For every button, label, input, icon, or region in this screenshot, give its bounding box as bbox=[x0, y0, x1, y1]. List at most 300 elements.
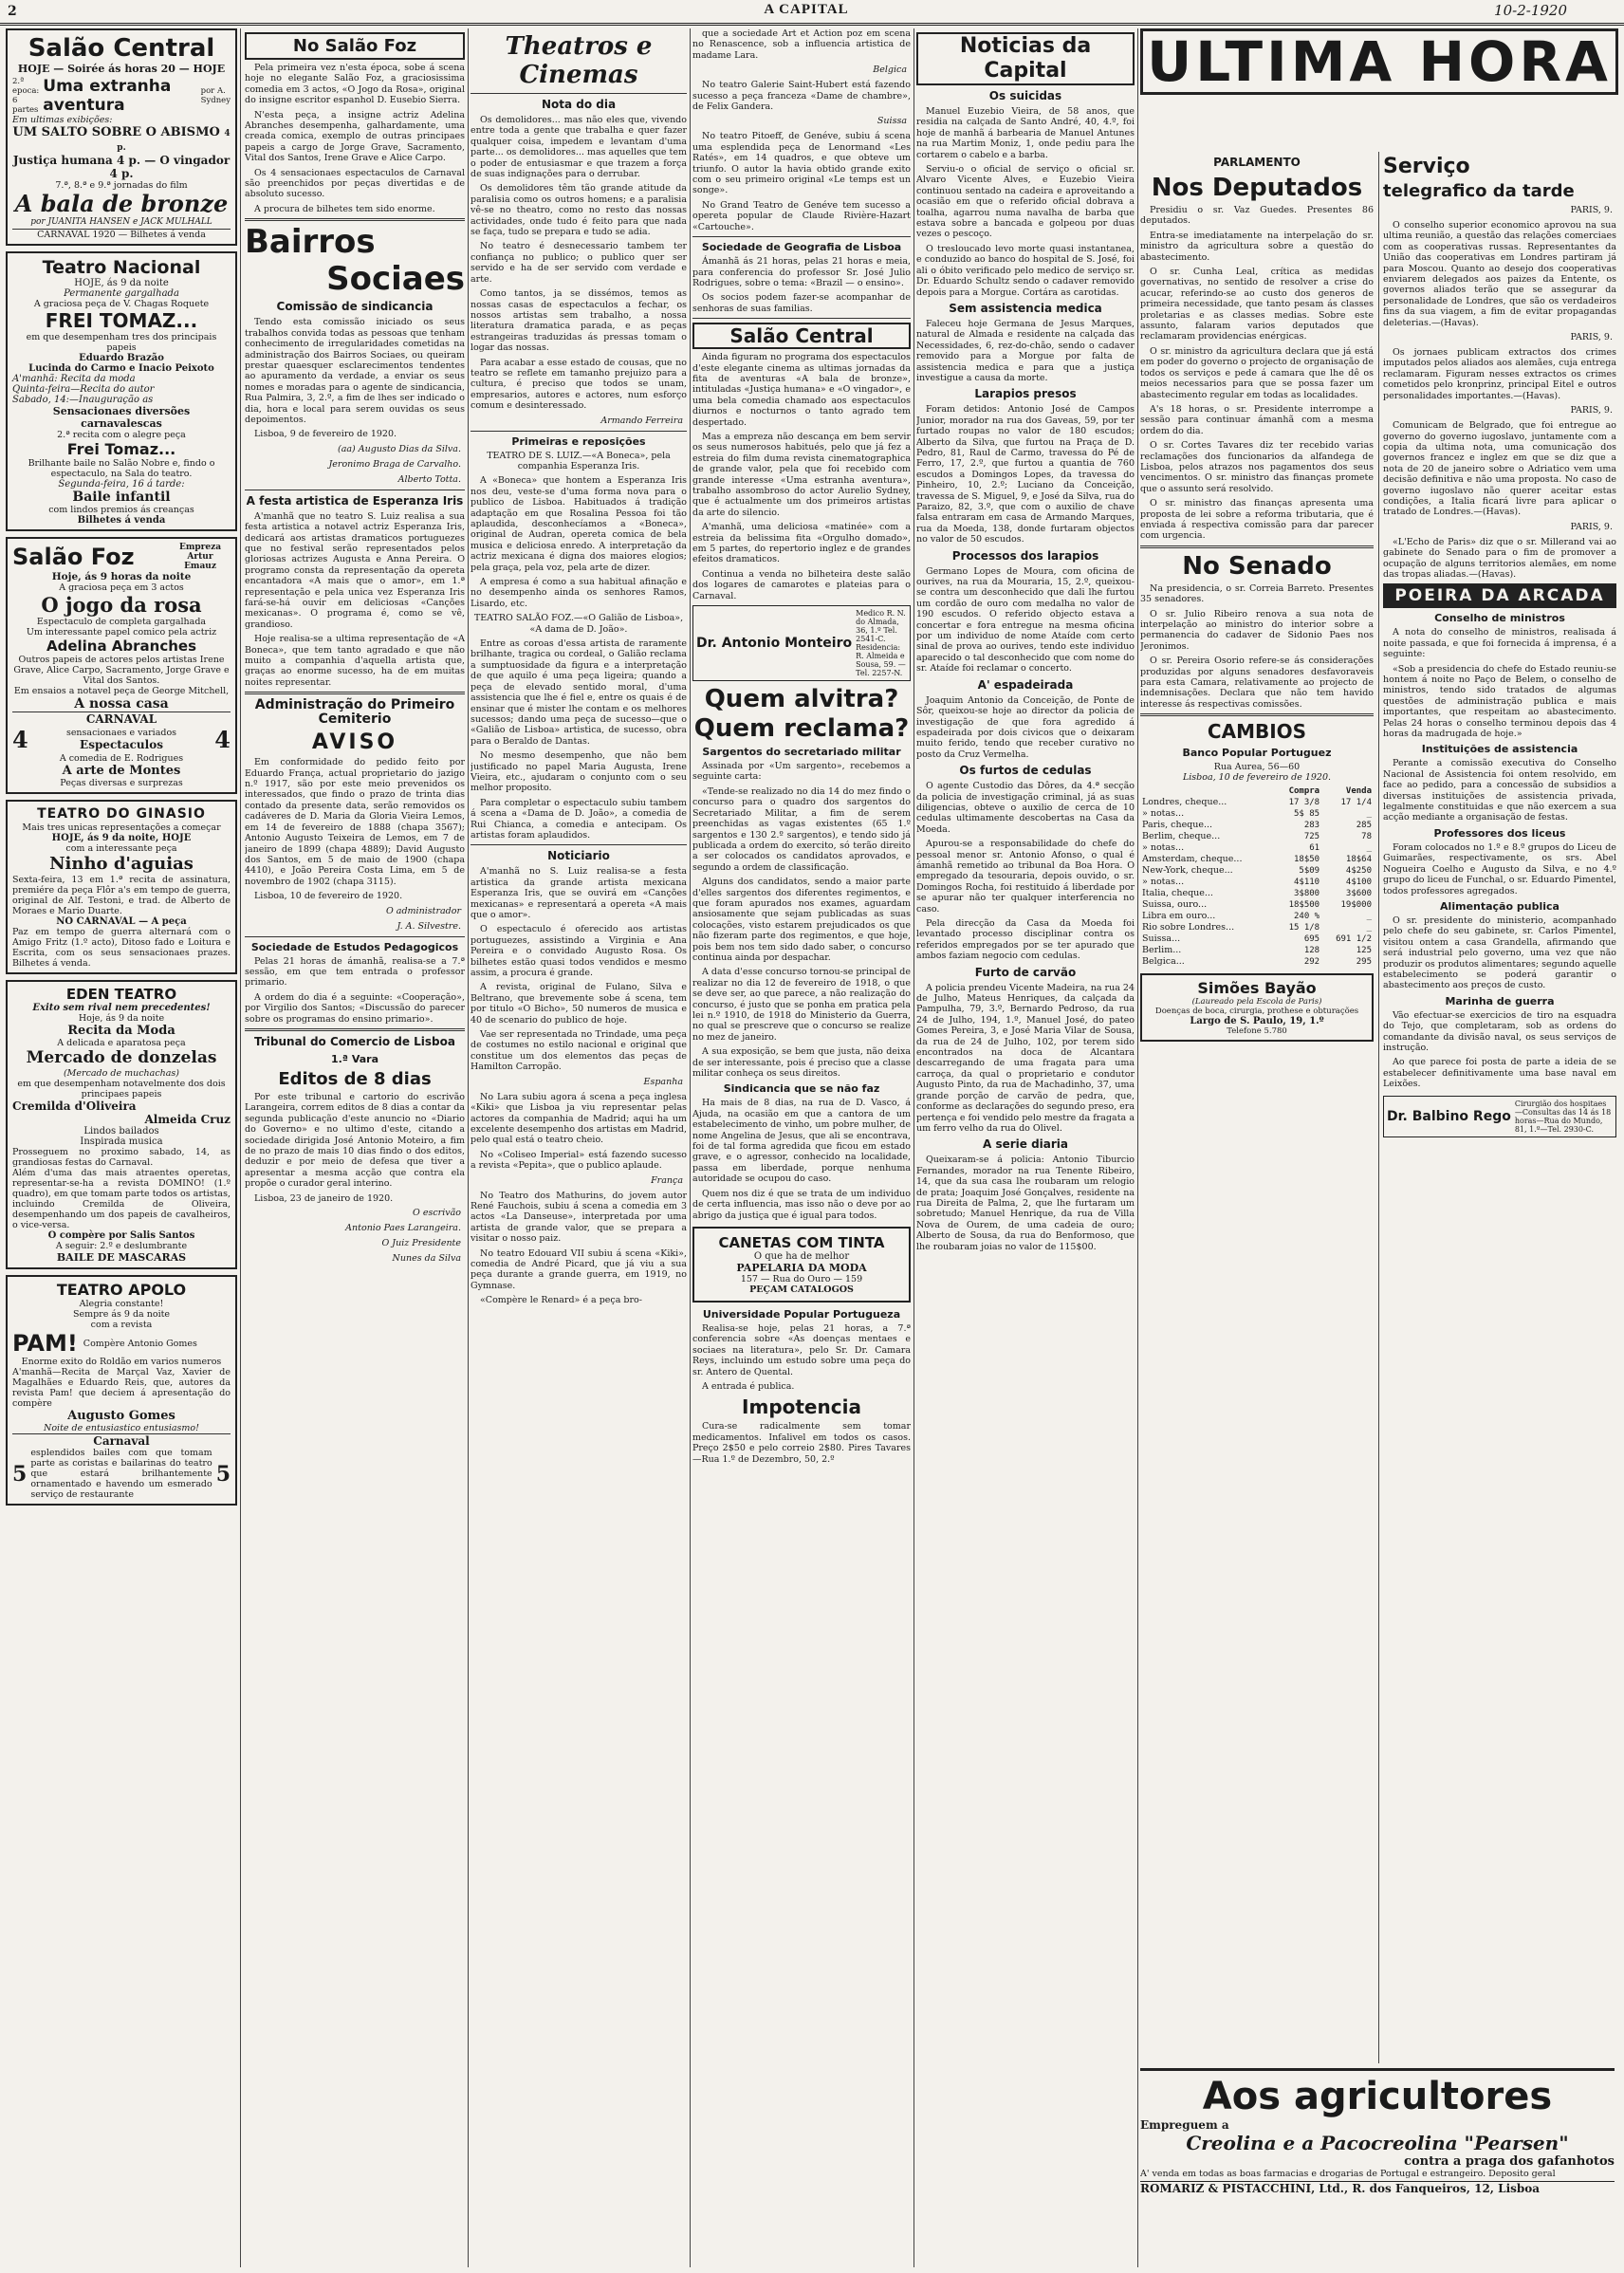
table-row bbox=[1140, 877, 1374, 888]
ad-line: CARNAVAL 1920 — Bilhetes á venda bbox=[12, 229, 231, 240]
exchange-place: » notas... bbox=[1142, 877, 1185, 888]
newspaper-title: A CAPITAL bbox=[764, 2, 849, 17]
article-paragraph: Apurou-se a responsabilidade do chefe do pessoal menor sr. Antonio Afonso, o qual é ámanhã remetido ao tribunal da Boa Hora. O empregado da tesouraria, depois ouvido, o sr. Domingos Rocha, foi restituido á liberdade por se apurar não ter qualquer interferencia no caso. bbox=[916, 839, 1135, 915]
article-paragraph: O espectaculo é oferecido aos artistas portuguezes, assistindo a Virginia e Ana Pereira e o convidado Augusto Rosa. Os bilhetes estão quasi todos vendidos e mesmo assim, a procura é grande. bbox=[471, 924, 687, 979]
article-paragraph: No teatro é desnecessario tambem ter confiança no publico; o publico quer ser servido e ha de ser servido com verdade e arte. bbox=[471, 241, 687, 285]
ad-line: 4 p. bbox=[117, 129, 231, 153]
ad-play-title: O jogo da rosa bbox=[41, 593, 202, 617]
article-heading: Sociedade de Estudos Pedagogicos bbox=[250, 940, 459, 953]
article-paragraph: O sr. Cunha Leal, crítica as medidas governativas, no sentido de resolver a crise do acucar, referindo-se ao custo dos generos de primeira necessidade, que tanto pesam ás classes proletarias e as classes medias. Sobre este assunto, falaram varios deputados que reclamaram providencias enérgicas. bbox=[1140, 267, 1374, 342]
table-row bbox=[1140, 797, 1374, 808]
article-paragraph: Vae ser representada no Trindade, uma peça de costumes no estilo nacional e original que constitue um dos elementos das peças de Hamilton Carropão. bbox=[471, 1029, 687, 1073]
column-2 bbox=[245, 28, 465, 2267]
article-paragraph: Ao que parece foi posta de parte a ideia de se estabelecer definitivamente uma base naval em Leixões. bbox=[1383, 1057, 1616, 1090]
article-paragraph: Mas a empreza não descança em bem servir os seus numerosos habitués, pelo que já fez a estreia do film duma revista cinematographica de grande valor, pela que foi recebido com grande interesse «Uma estranha aventura», trabalho assombroso do actor Aurelio Sydney, que é actualmente um dos primeiros artistas da arte do silencio. bbox=[692, 431, 911, 518]
signature: Jeronimo Braga de Carvalho. bbox=[328, 458, 461, 470]
article-paragraph: «Tende-se realizado no dia 14 do mez findo o concurso para o quadro dos sargentos do Secretariado Militar, a fim de serem preenchidas as vagas existentes (65 1.º sargentos e 130 2.º sargentos), e tendo sido já publicada a ordem do exercito, só terão direito a ser colocados os candidatos aprovados, e segundo a ordem de classificação. bbox=[692, 785, 911, 873]
ad-play-title: FREI TOMAZ... bbox=[45, 309, 198, 332]
ad-doctor bbox=[692, 605, 911, 681]
ad-play-title: Mercado de donzelas bbox=[26, 1048, 217, 1067]
article-paragraph: Como tantos, ja se dissémos, temos as nossas casas de espectaculos a fechar, os nossos artistas sem trabalho, a nossa literatura dramatica parada, e as peças estrangeiras traduzidas ás pressas tomam o logar das nossas. bbox=[471, 288, 687, 354]
dateline: PARIS, 9. bbox=[1570, 405, 1613, 416]
ad-line: Empreguem a bbox=[1140, 2118, 1229, 2132]
ad-film-title: A bala de bronze bbox=[14, 190, 229, 217]
ad-line: A arte de Montes bbox=[62, 764, 181, 778]
ad-line: esplendidos bailes com que tomam parte as coristas e bailarinas do teatro que estará brilhantemente ornamentado e havendo um esmerado serviço de restaurante bbox=[30, 1448, 212, 1500]
buy-rate: 283 bbox=[1303, 821, 1320, 831]
table-row bbox=[1140, 956, 1374, 968]
ad-line: com lindos premios ás creanças bbox=[48, 505, 194, 515]
article-paragraph: Continua a venda no bilheteira deste salão dos logares de camarotes e plateias para o Carnaval. bbox=[692, 568, 911, 601]
divider bbox=[245, 692, 465, 694]
signature: Antonio Paes Larangeira. bbox=[345, 1223, 461, 1234]
country-label: Espanha bbox=[643, 1076, 683, 1087]
ad-eden-teatro bbox=[6, 980, 237, 1269]
page-number: 2 bbox=[8, 4, 17, 19]
article-subheading: TEATRO DE S. LUIZ.—«A Boneca», pela companhia Esperanza Iris. bbox=[487, 450, 671, 471]
article-heading: Quem reclama? bbox=[693, 714, 910, 744]
ad-line: Hoje, ás 9 horas da noite bbox=[51, 571, 192, 582]
ad-canetas bbox=[692, 1227, 911, 1303]
article-paragraph: No teatro Pitoeff, de Genéve, subiu á scena uma esplendida peça de Lenormand «Les Ratés», em 14 quadros, e que obteve um triunfo. O autor la havia obtido grande exito com o seu primeiro original «Le temps est un songe». bbox=[692, 131, 911, 196]
signature: O administrador bbox=[386, 905, 461, 916]
bank-date: Lisboa, 10 de fevereiro de 1920. bbox=[1182, 772, 1332, 784]
section-heading: POEIRA DA ARCADA bbox=[1383, 583, 1616, 608]
ad-play-title: PAM! bbox=[12, 1330, 78, 1357]
ad-simoes-bayao bbox=[1140, 973, 1374, 1042]
article-heading: Salão Central bbox=[692, 323, 911, 349]
ad-line: Sempre ás 9 da noite bbox=[72, 1309, 171, 1320]
ad-line: NO CARNAVAL — A peça bbox=[56, 916, 187, 927]
article-paragraph: O sr. ministro das finanças apresenta uma proposta de lei sobre a reforma tributaria, que é enviada á respectiva comissão para dar parecer com urgencia. bbox=[1140, 498, 1374, 542]
ad-line: A delicada e aparatosa peça bbox=[57, 1038, 186, 1048]
table-row bbox=[1140, 808, 1374, 820]
buy-rate: 17 3/8 bbox=[1288, 798, 1320, 808]
ad-line: Além d'uma das mais atraentes operetas, representar-se-ha a revista DOMINO! (1.º quadro), em que tomam parte todos os artistas, incluindo Cremilda de Oliveira, desempenhando um dos papeis de cavalheiros, o vice-versa. bbox=[12, 1168, 231, 1230]
divider bbox=[471, 93, 687, 94]
article-paragraph: A's 18 horas, o sr. Presidente interrompe a sessão para continuar ámanhã com a mesma ordem do dia. bbox=[1140, 403, 1374, 436]
ad-actor: Cremilda d'Oliveira bbox=[12, 1100, 137, 1113]
sell-rate: 691 1/2 bbox=[1336, 934, 1372, 945]
article-heading: Conselho de ministros bbox=[1434, 612, 1565, 625]
ad-line: com a revista bbox=[90, 1320, 153, 1330]
ad-line: Segunda-feira, 16 á tarde: bbox=[58, 479, 185, 490]
ad-line: Paz em tempo de guerra alternará com o Amigo Fritz (1.º acto), Ditoso fado e Loitura e Escrita, com os seus sensacionaes prazes. Bilhetes á venda. bbox=[12, 927, 231, 969]
ad-number: 5 bbox=[12, 1461, 28, 1487]
article-paragraph: Hoje realisa-se a ultima representação de «A Boneca», que tem tanto agradado e que não muito a companhia d'aquella artista que, graças ao enorme sucesso, ha de em muitas noites representar. bbox=[245, 634, 465, 688]
table-header: Compra bbox=[1288, 786, 1320, 797]
article-paragraph: O sr. Cortes Tavares diz ter recebido varias reclamações dos funcionarios da alfandega de Lisboa, pelos atrazos nos pagamentos dos seus vencimentos. O sr. ministro das finanças promete que o assunto será resolvido. bbox=[1140, 440, 1374, 494]
article-subheading: Comissão de sindicancia bbox=[276, 300, 434, 314]
article-paragraph: N'esta peça, a insigne actriz Adelina Abranches desempenha, galhardamente, uma creada comica, exemplo de outras principaes papeis a cargo de Jorge Grave, Sacramento, Vital dos Santos, Irene Grave e Alice Carpo. bbox=[245, 109, 465, 164]
ad-line: Inspirada musica bbox=[80, 1136, 163, 1147]
ad-line: A graciosa peça de V. Chagas Roquete bbox=[33, 299, 210, 309]
divider bbox=[245, 936, 465, 937]
article-paragraph: No mesmo desempenho, que não bem justificado no papel Maria Augusta, Irene Vieira, etc., ajudaram o conjunto com o seu melhor proposito. bbox=[471, 750, 687, 794]
article-paragraph: No Grand Teatro de Genéve tem sucesso a opereta popular de Claude Rivière-Hazart «Cartouche». bbox=[692, 199, 911, 232]
article-subheading: TEATRO SALÃO FOZ.—«O Galião de Lisboa», «A dama de D. João». bbox=[473, 613, 684, 635]
exchange-place: Libra em ouro... bbox=[1142, 911, 1216, 922]
column-theatre-ads bbox=[6, 28, 237, 2267]
ad-line: Espectaculo de completa gargalhada bbox=[36, 617, 207, 627]
signature: Nunes da Silva bbox=[392, 1253, 461, 1265]
ad-line: 157 — Rua do Ouro — 159 bbox=[740, 1273, 863, 1284]
signature: O Juiz Presidente bbox=[381, 1238, 461, 1249]
ad-title: Salão Central bbox=[28, 34, 215, 63]
sell-rate: _ bbox=[1366, 809, 1372, 820]
exchange-place: New-York, cheque... bbox=[1142, 865, 1233, 877]
sell-rate: 18$64 bbox=[1345, 855, 1372, 865]
article-paragraph: O sr. presidente do ministerio, acompanhado pelo chefe do seu gabinete, sr. Carlos Pimentel, visitou ontem a casa Grandella, afirmando que será industrial pelo governo, uma vez que não produzir os produtos alimentares; segundo aquelle estabelecimento se poderá garantir o abastecimento aos preços de custo. bbox=[1383, 915, 1616, 991]
ad-teatro-ginasio bbox=[6, 800, 237, 974]
ad-title: Aos agricultores bbox=[1202, 2075, 1553, 2118]
article-paragraph: Faleceu hoje Germana de Jesus Marques, natural de Almada e residente na calçada das Necessidades, 6, rez-do-chão, sendo o cadaver removido para a Morgue por falta de assistencia medica e para que a justiça investigue a causa da morte. bbox=[916, 318, 1135, 383]
article-paragraph: Quem nos diz é que se trata de um individuo de certa influencia, mas isso não o deve por ao abrigo da justiça que é igual para todos. bbox=[692, 1188, 911, 1221]
ad-line: Telefone 5.780 bbox=[1227, 1026, 1287, 1037]
article-paragraph: Comunicam de Belgrado, que foi entregue ao governo do governo iugoslavo, juntamente com a copia da ultima nota, uma comunicação dos governos francez e inglez em que se diz que a nota de 20 de janeiro sobre o Adriatico vem uma decisão definitiva e não uma proposta. No caso de governo iugoslavo não querer aceitar estas condições, a Italia ficará livre para aplicar o tratado de Londres.—(Havas). bbox=[1383, 420, 1616, 518]
buy-rate: 725 bbox=[1303, 832, 1320, 842]
article-paragraph: A'manhã no S. Luiz realisa-se a festa artistica da grande artista mexicana Esperanza Iris, que se ouvirá em «Canções mexicanas» e representará a opereta «A mais que o amor». bbox=[471, 866, 687, 920]
country-label: Belgica bbox=[873, 65, 907, 76]
table-row bbox=[1140, 899, 1374, 911]
section-heading: Noticias da Capital bbox=[916, 32, 1135, 85]
article-paragraph: Os demolidores... mas não eles que, vivendo entre toda a gente que trabalha e quer fazer qualquer coisa, impedem e levantam d'uma parte... os demolidores... mas aquelles que tem o poder de entusiasmar e que trazem a força de suas indignações para o derrubar. bbox=[471, 115, 687, 180]
ad-title: Simões Bayão bbox=[1197, 979, 1317, 998]
ad-line: em que desempenham tres dos principais papeis bbox=[26, 332, 217, 353]
ad-salao-foz bbox=[6, 537, 237, 794]
sell-rate: _ bbox=[1366, 923, 1372, 933]
article-heading: Tribunal do Comercio de Lisboa bbox=[254, 1034, 455, 1048]
ad-title: CANETAS COM TINTA bbox=[718, 1233, 885, 1251]
ad-salao-central bbox=[6, 28, 237, 246]
table-row bbox=[1140, 922, 1374, 933]
divider bbox=[471, 844, 687, 845]
article-paragraph: Para completar o espectaculo subiu tambem á scena a «Dama de D. João», a comedia de Rui Chianca, a comedia e antecipam. Os artistas foram aplaudidos. bbox=[471, 797, 687, 841]
article-heading: Serviço bbox=[1383, 155, 1470, 178]
sell-rate: _ bbox=[1366, 843, 1372, 854]
article-paragraph: A empresa é como a sua habitual afinação e no desempenho ainda os senhores Ramos, Lisardo, etc. bbox=[471, 577, 687, 609]
article-paragraph: que a sociedade Art et Action poz em scena no Renascence, sob a influencia artistica de madame Lara. bbox=[692, 28, 911, 61]
article-heading: A serie diaria bbox=[982, 1137, 1069, 1152]
ad-line: Prosseguem no proximo sabado, 14, as grandiosas festas do Carnaval. bbox=[12, 1147, 231, 1168]
ad-play-title: Ninho d'aguias bbox=[49, 854, 194, 874]
article-paragraph: No Teatro dos Mathurins, do jovem autor René Fauchois, subiu á scena a comedia em 3 actos «La Danseuse», interpretada por uma artista de grande valor, que se prepara a visitar o nosso paiz. bbox=[471, 1190, 687, 1245]
sell-rate: 3$600 bbox=[1345, 889, 1372, 899]
exchange-place: Suissa... bbox=[1142, 933, 1181, 945]
buy-rate: 3$800 bbox=[1294, 889, 1320, 899]
table-row bbox=[1140, 888, 1374, 899]
article-heading: Marinha de guerra bbox=[1445, 994, 1555, 1007]
article-heading: CAMBIOS bbox=[1207, 720, 1307, 744]
sell-rate: 19$000 bbox=[1340, 900, 1372, 911]
article-paragraph: No teatro Galerie Saint-Hubert está fazendo sucesso a peça franceza «Dame de chambre», de Felix Gandera. bbox=[692, 80, 911, 113]
article-heading: Editos de 8 dias bbox=[278, 1068, 432, 1089]
ad-line: HOJE, ás 9 da noite, HOJE bbox=[51, 833, 192, 843]
sell-rate: 4$250 bbox=[1345, 866, 1372, 877]
article-paragraph: No «Coliseo Imperial» está fazendo sucesso a revista «Pepita», que o publico aplaude. bbox=[471, 1149, 687, 1172]
article-heading: Quem alvitra? bbox=[704, 685, 899, 714]
ad-line: Quinta-feira—Recita do autor bbox=[12, 384, 155, 395]
ad-line: Brilhante baile no Salão Nobre e, findo o espectaculo, na Sala do teatro. bbox=[28, 458, 215, 479]
ad-line: CARNAVAL bbox=[12, 711, 231, 726]
article-paragraph: Alguns dos candidatos, sendo a maior parte d'elles sargentos dos diferentes regimentos, e que foram apurados nos exames, aguardam ansiosamente que sejam publicadas as suas colocações, visto estarem prejudicados os que não fizeram parte dos regimentos, e que hoje, pois bem nos tem sido dado saber, o concurso continua ainda por despachar. bbox=[692, 877, 911, 963]
article-subheading: 1.ª Vara bbox=[330, 1052, 379, 1065]
ad-line: UM SALTO SOBRE O ABISMO bbox=[12, 125, 220, 139]
ad-actor: Augusto Gomes bbox=[67, 1409, 175, 1423]
ad-line: Eduardo Brazão bbox=[79, 353, 164, 363]
article-paragraph: A nota do conselho de ministros, realisada á noite passada, e que foi fornecida á imprensa, é a seguinte: bbox=[1383, 627, 1616, 660]
ad-line: 2.ª epoca: 6 partes bbox=[12, 77, 40, 115]
table-row bbox=[1140, 945, 1374, 956]
column-6 bbox=[1140, 28, 1618, 2063]
article-heading: Sociaes bbox=[326, 260, 465, 299]
article-paragraph: A'manhã, uma deliciosa «matinée» com a estreia da belissima fita «Orgulho domado», em 5 partes, do repertorio inglez e de grandes efeitos dramaticos. bbox=[692, 522, 911, 565]
exchange-place: Italia, cheque... bbox=[1142, 888, 1213, 899]
article-heading: Universidade Popular Portugueza bbox=[702, 1307, 901, 1321]
divider bbox=[1140, 713, 1374, 716]
ad-line: Permanente gargalhada bbox=[64, 288, 179, 299]
ad-line: com a interessante peça bbox=[65, 843, 177, 854]
ad-line: Sexta-feira, 13 em 1.ª recita de assinatura, premiére da peça Flôr a's em tempo de guerra, original de Alf. Testoni, e trad. de Alberto de Moraes e Mario Duarte. bbox=[12, 875, 231, 916]
article-paragraph: O sr. Julio Ribeiro renova a sua nota de interpelação ao ministro do interior sobre a permanencia do cadaver de Sidonio Paes nos Jeronimos. bbox=[1140, 608, 1374, 652]
dateline: PARIS, 9. bbox=[1570, 521, 1613, 532]
article-heading: Bairros bbox=[245, 223, 376, 262]
article-paragraph: Os demolidores têm tão grande atitude da paralisia como os outros homens; e a paralisia vê-se no theatro, como no resto das nossas actividades, onde tudo é feito para que nada se faça, tudo se prepara e tudo se adia. bbox=[471, 183, 687, 238]
column-rule bbox=[468, 28, 469, 2267]
exchange-place: Amsterdam, cheque... bbox=[1142, 854, 1243, 865]
article-paragraph: Lisboa, 9 de fevereiro de 1920. bbox=[254, 429, 397, 440]
doctor-name: Dr. Balbino Rego bbox=[1387, 1108, 1511, 1124]
sell-rate: 285 bbox=[1356, 821, 1372, 831]
article-paragraph: No teatro Edouard VII subiu á scena «Kiki», comedia de André Picard, que já viu a sua peça durante a grande guerra, em 1919, no Gymnase. bbox=[471, 1247, 687, 1291]
section-heading: Theatros e Cinemas bbox=[505, 32, 653, 89]
article-paragraph: No Lara subiu agora á scena a peça inglesa «Kiki» que Lisboa ja viu representar pelas actores da companhia de Madrid; aqui ha um excelente desempenho dos artistas em Madrid, pelo qual está o teatro cheio. bbox=[471, 1091, 687, 1146]
article-paragraph: Ainda figuram no programa dos espectaculos d'este elegante cinema as ultimas jornadas da fita de aventuras «A bala de bronze», intituladas «Justiça humana» e «O vingador», e uma bela comedia chamado aos espectaculos diurnos e nocturnos o tanto agrado tem despertado. bbox=[692, 352, 911, 428]
ad-line: A seguir: 2.º e deslumbrante bbox=[55, 1241, 188, 1251]
doctor-name: Dr. Antonio Monteiro bbox=[696, 636, 853, 652]
article-paragraph: A policia prendeu Vicente Madeira, na rua 24 de Julho, Mateus Henriques, da calçada da Pampulha, 79, 3.º, Bernardo Pedroso, da rua 24 de Julho, 194, 1.º, Manuel José, do pateo Gomes Pereira, 3, e José Maria Vilar de Sousa, da rua de 24 de Julho, 102, por terem sido encontrados na doca de Alcantara descarregando de uma fragata para uma carroça, da qual o proprietario e condutor Augusto Pinto, da rua de Machadinho, 37, uma grande porção de carvão de pedra, que, conforme as declarações do segundo preso, era pertença e foi vendido pelo mestre da fragata a um ferro velho da rua do Olivel. bbox=[916, 982, 1135, 1134]
ad-line: Mais tres unicas representações a começar bbox=[22, 822, 221, 833]
divider bbox=[692, 236, 911, 237]
article-heading: Noticiario bbox=[547, 849, 610, 863]
exchange-place: Paris, cheque... bbox=[1142, 820, 1213, 831]
buy-rate: 240 % bbox=[1294, 912, 1320, 922]
article-heading: No Salão Foz bbox=[245, 32, 465, 60]
ad-line: PAPELARIA DA MODA bbox=[736, 1261, 867, 1274]
doctor-details: Cirurgião dos hospitaes—Consultas das 14 ás 18 horas—Rua do Mundo, 81, 1.º—Tel. 2930-C. bbox=[1514, 1099, 1612, 1134]
article-heading: telegrafico da tarde bbox=[1383, 181, 1575, 201]
article-paragraph: Lisboa, 23 de janeiro de 1920. bbox=[254, 1192, 394, 1204]
ad-line: Lucinda do Carmo e Inacio Peixoto bbox=[28, 363, 214, 374]
ad-number: 5 bbox=[215, 1461, 231, 1487]
ad-line: Doenças de boca, cirurgia, prothese e obturações bbox=[1154, 1007, 1359, 1017]
buy-rate: 18$50 bbox=[1294, 855, 1320, 865]
ad-line: Peças diversas e surprezas bbox=[60, 778, 183, 788]
article-paragraph: Os 4 sensacionaes espectaculos de Carnaval são preenchidos por peças divertidas e de absoluto sucesso. bbox=[245, 167, 465, 200]
article-heading: Primeiras e reposições bbox=[511, 434, 646, 448]
ad-line: Um interessante papel comico pela actriz bbox=[26, 627, 217, 638]
divider bbox=[692, 318, 911, 319]
parliament-column bbox=[1140, 152, 1374, 2049]
table-row bbox=[1140, 933, 1374, 945]
ad-title: TEATRO APOLO bbox=[56, 1281, 187, 1299]
article-heading: Larapios presos bbox=[974, 387, 1077, 401]
exchange-place: Suissa, ouro... bbox=[1142, 899, 1208, 911]
ad-line: (Laureado pela Escola de Paris) bbox=[1191, 997, 1322, 1007]
ad-title: Salão Foz bbox=[12, 544, 135, 570]
sell-rate: 4$100 bbox=[1345, 878, 1372, 888]
article-subheading: Sindicancia que se não faz bbox=[723, 1082, 880, 1096]
article-paragraph: Para acabar a esse estado de cousas, que no teatro se reflete em tamanho prejuizo para a cultura, é preciso que todos se unam, empresarios, autores e actores, num esforço comum e desinteressado. bbox=[471, 357, 687, 412]
ad-line: Carnaval bbox=[12, 1433, 231, 1448]
ad-line: Espectaculos bbox=[80, 738, 163, 751]
exchange-place: » notas... bbox=[1142, 842, 1185, 854]
ad-line: Largo de S. Paulo, 19, 1.º bbox=[1190, 1016, 1324, 1027]
ad-line: Recita da Moda bbox=[67, 1024, 175, 1038]
article-paragraph: A entrada é publica. bbox=[702, 1380, 795, 1392]
article-paragraph: Cura-se radicalmente sem tomar medicamentos. Infalivel em todos os casos. Preço 2$50 e pelo correio 2$80. Pires Tavares—Rua 1.º de Dezembro, 50, 2.º bbox=[692, 1421, 911, 1465]
article-paragraph: Assinada por «Um sargento», recebemos a seguinte carta: bbox=[692, 761, 911, 783]
ad-line: 7.ª, 8.ª e 9.ª jornadas do film bbox=[55, 180, 188, 191]
ad-line: A'manhã—Recita de Marçal Vaz, Xavier de Magalhães e Eduardo Reis, que, autores da revista Pam! que deciem á apresentação do compère bbox=[12, 1367, 231, 1409]
article-paragraph: Foram colocados no 1.º e 8.º grupos do Liceu de Guimarães, respectivamente, os srs. Abel Nogueira Coelho e Augusto da Silva, e no 4.º grupo do liceu de Funchal, o sr. Eduardo Pimentel, todos professores agregados. bbox=[1383, 841, 1616, 896]
article-paragraph: Ha mais de 8 dias, na rua de D. Vasco, á Ajuda, na ocasião em que a cantora de um estabelecimento de vinho, um pobre mulher, de nome Angelina de Jesus, que ali se encontrava, foi de tal forma agredida que ficou em estado grave, e o agressor, conhecido na localidade, passa em liberdade, porque nenhuma autoridade se ocupou do caso. bbox=[692, 1098, 911, 1185]
ad-line: O compère por Salis Santos bbox=[47, 1230, 195, 1241]
masthead bbox=[0, 0, 1624, 26]
exchange-place: » notas... bbox=[1142, 808, 1185, 820]
ad-line: A graciosa peça em 3 actos bbox=[59, 582, 184, 593]
article-heading: Os furtos de cedulas bbox=[959, 764, 1092, 778]
article-heading: Nota do dia bbox=[541, 98, 617, 111]
article-paragraph: «Compère le Renard» é a peça bro- bbox=[480, 1295, 642, 1306]
column-rule bbox=[1137, 28, 1138, 2267]
article-paragraph: O sr. Pereira Osorio refere-se ás considerações produzidas por alguns senadores desfavoraveis para esta Camara, relativamente ao projecto de indemnisações. Declara que não tem havido interesse ás respectivas comissões. bbox=[1140, 656, 1374, 710]
table-header bbox=[1140, 785, 1276, 797]
article-heading: Nos Deputados bbox=[1151, 174, 1363, 202]
article-heading: Furto de carvão bbox=[974, 965, 1077, 979]
ad-line: A'manhã: Recita da moda bbox=[12, 374, 136, 384]
ad-line: contra a praga dos gafanhotos bbox=[1404, 2154, 1615, 2169]
article-heading: Professores dos liceus bbox=[1433, 826, 1566, 840]
article-paragraph: A «Boneca» que hontem a Esperanza Iris nos deu, veste-se d'uma forma nova para o publico de Lisboa. Habituados á tradição adaptação em que Rosalina Pessoa foi tão aplaudida, desconhecíamos a «Boneca», original de Audran, opereta comica de bela musica e deliciosa enredo. A interpretação da actriz mexicana é digna dos maiores elogios; pela graça, pela voz, pela arte de dizer. bbox=[471, 475, 687, 573]
ad-line: BAILE DE MASCARAS bbox=[56, 1251, 187, 1264]
ad-number: 4 bbox=[214, 726, 231, 753]
article-paragraph: Entra-se imediatamente na interpelação do sr. ministro da agricultura sobre a questão do abastecimento. bbox=[1140, 230, 1374, 263]
ad-line: Noite de entusiastico entusiasmo! bbox=[44, 1423, 199, 1433]
exchange-table bbox=[1140, 785, 1374, 968]
table-row bbox=[1140, 854, 1374, 865]
ad-line: A' venda em todas as boas farmacias e drogarias de Portugal e estrangeiro. Deposito geral bbox=[1140, 2169, 1556, 2179]
ad-line: por A. Sydney bbox=[200, 86, 231, 105]
ad-actor: Adelina Abranches bbox=[46, 638, 197, 655]
ad-line: em que desempenham notavelmente dos dois principaes papeis bbox=[17, 1079, 226, 1100]
article-heading: A festa artistica de Esperanza Iris bbox=[246, 493, 464, 508]
article-paragraph: Foram detidos: Antonio José de Campos Junior, morador na rua dos Gaveas, 59, por ter furtado roupas no valor de 180 escudos; Alberto da Silva, que furtou na Praça de D. Pedro, 81, Raul de Carmo, travessa do Pé de Ferro, 17, 2.º, que furtou a quantia de 760 escudos a Domingos Lopes, da travessa do Pinheiro, 10, 2.º; Luciano da Conceição, travessa de S. Miguel, 9, e José da Silva, rua do Paraizo, 82, 3.º, que com o auxilio de chave falsa entraram em casa de Armando Marques, rua da Moeda, 138, donde furtaram objectos no valor de 50 escudos. bbox=[916, 404, 1135, 545]
article-heading: Os suicidas bbox=[988, 89, 1062, 102]
ad-line: ROMARIZ & PISTACCHINI, Ltd., R. dos Fanqueiros, 12, Lisboa bbox=[1140, 2181, 1615, 2195]
article-heading: A' espadeirada bbox=[977, 677, 1074, 692]
dateline: PARIS, 9. bbox=[1570, 205, 1613, 215]
article-paragraph: A procura de bilhetes tem sido enorme. bbox=[254, 203, 435, 214]
article-paragraph: Serviu-o o oficial de serviço o oficial sr. Alvaro Vicente Alves, e Euzebio Vieira continuou sentado na cadeira e aproveitando a ocasião em que o referido oficial dobrava a toalha, agarrou numa navalha de barba que estava sobre a bancada e golpeou por duas vezes o pescoço. bbox=[916, 164, 1135, 240]
ad-line: Sabado, 14:—Inauguração as bbox=[12, 395, 154, 405]
ad-teatro-nacional bbox=[6, 251, 237, 531]
article-paragraph: O sr. ministro da agricultura declara que já está em poder do governo o projecto de organisação de todos os serviços e pede á camara que lhe dê os meios necessarios para que se possa fazer um abastecimento regular em todas as localidades. bbox=[1140, 345, 1374, 400]
sell-rate: 17 1/4 bbox=[1340, 798, 1372, 808]
article-paragraph: Pela primeira vez n'esta época, sobe á scena hoje no elegante Salão Foz, a graciosissima comedia em 3 actos, «O Jogo da Rosa», original do insigne escritor espanhol D. Eusebio Sierra. bbox=[245, 63, 465, 106]
article-paragraph: Entre as coroas d'essa artista de raramente brilhante, tragica ou cordeal, o Galião reclama a sumptuosidade da figura e a interpretação de que aquilo é uma peça ligeira; quando a peça de elevado sentido moral, d'uma assistencia que lhe é fiel e, entre os quais é de ensinar que é mister lhe contam e os melhores sucessos; dando uma peça de sucesso—que o «Galião de Lisboa» artistica, de sucesso, obra para o Beraldo de Dantas. bbox=[471, 638, 687, 747]
ultima-hora-banner: ULTIMA HORA bbox=[1140, 28, 1618, 95]
article-paragraph: A data d'esse concurso tornou-se principal de realizar no dia 12 de fevereiro de 1918, o que se deve ser, ao que parece, a não realização do concurso, é justo que se ponha em pratica pela lei n.º 1910, de 1918 do Ministerio da Guerra, no qual se prescreve que o concurso se realize no mez de janeiro. bbox=[692, 967, 911, 1043]
table-row bbox=[1140, 911, 1374, 922]
article-heading: Impotencia bbox=[742, 1395, 861, 1419]
ad-number: 4 bbox=[12, 726, 28, 753]
ad-teatro-apolo bbox=[6, 1275, 237, 1506]
article-subheading: Sargentos do secretariado militar bbox=[702, 746, 901, 759]
article-paragraph: Na presidencia, o sr. Correia Barreto. Presentes 35 senadores. bbox=[1140, 582, 1374, 605]
article-heading: Administração do Primeiro Cemiterio bbox=[254, 697, 455, 728]
doctor-details: Medico R. N. do Almada, 36, 1.º Tel. 2541-C. Residencia: R. Almeida e Sousa, 59. — Tel. 2257-N. bbox=[856, 609, 906, 678]
table-row bbox=[1140, 865, 1374, 877]
ad-line: Alegria constante! bbox=[79, 1299, 164, 1309]
ad-doctor bbox=[1383, 1096, 1616, 1137]
dateline: PARIS, 9. bbox=[1570, 332, 1613, 343]
buy-rate: 4$110 bbox=[1294, 878, 1320, 888]
ad-line: A comedia de E. Rodrigues bbox=[59, 753, 184, 764]
article-paragraph: Os socios podem fazer-se acompanhar de senhoras de suas familias. bbox=[692, 292, 911, 314]
buy-rate: 5$09 bbox=[1299, 866, 1320, 877]
article-paragraph: A ordem do dia é a seguinte: «Cooperação», por Virgilio dos Santos; «Discussão do parecer sobre os programas do ensino primario». bbox=[245, 991, 465, 1025]
exchange-place: Londres, cheque... bbox=[1142, 797, 1227, 808]
ad-line: Lindos bailados bbox=[83, 1126, 159, 1136]
article-paragraph: «Sob a presidencia do chefe do Estado reuniu-se hontem á noite no Paço de Belem, o conselho de ministros, tendo sido tratados de algumas questões de administração publica e mais importantes, que respeitam ao abastecimento. Pelas 24 horas o conselho terminou depois das 4 horas da madrugada de hoje.» bbox=[1383, 663, 1616, 740]
article-paragraph: Pela direcção da Casa da Moeda foi levantado processo disciplinar contra os referidos empregados por se ter apurado que ambos faziam negocio com cedulas. bbox=[916, 918, 1135, 962]
article-paragraph: Ámanhã ás 21 horas, pelas 21 horas e meia, para conferencia do professor Sr. José Julio Rodrigues, sobre o tema: «Brazil — o ensino». bbox=[692, 256, 911, 288]
exchange-place: Berlim... bbox=[1142, 945, 1182, 956]
column-4 bbox=[692, 28, 911, 2267]
article-heading: Instituições de assistencia bbox=[1421, 743, 1578, 756]
article-paragraph: Os jornaes publicam extractos dos crimes imputados pelos aliados aos alemães, cuja entrega reclamaram. Figuram nesses extractos os crimes cometidos pelo kronprinz, principal Eitel e outros personalidades importantes.—(Havas). bbox=[1383, 347, 1616, 401]
ad-line: (Mercado de muchachas) bbox=[63, 1068, 180, 1079]
article-paragraph: Tendo esta comissão iniciado os seus trabalhos convida todas as pessoas que tenham conhecimento de irregularidades cometidas na administração dos Bairros Sociaes, ou queiram prestar quaesquer esclarecimentos tendentes ao apuramento da verdade, a enviar os seus nomes e moradas para o agente de sindicancia, Rua Palmira, 3, 2.º, a fim de lhes ser indicado o dia, hora e local para serem ouvidas os seus depoimentos. bbox=[245, 317, 465, 425]
ad-line: HOJE, ás 9 da noite bbox=[74, 278, 169, 288]
article-paragraph: A'manhã que no teatro S. Luiz realisa a sua festa artistica a notavel actriz Esperanza Iris, dedicará aos artistas dramaticos portuguezes que no festival serão representados pelos gloriosas actrizes Augusta e Anna Pereira. O programo consta da representação da opereta encantadora «A mais que o amor», em 1.ª representação e pela unica vez Esperanza Iris fará-se-há ouvir em deliciosas «Canções mexicanas». O programa é, como se vê, grandioso. bbox=[245, 510, 465, 630]
ad-line: Justiça humana 4 p. — O vingador 4 p. bbox=[12, 154, 231, 180]
ad-product: Creolina e a Pacocreolina "Pearsen" bbox=[1186, 2132, 1569, 2154]
buy-rate: 61 bbox=[1309, 843, 1320, 854]
ad-line: por JUANITA HANSEN e JACK MULHALL bbox=[30, 217, 212, 227]
ad-line: Empreza Artur Emauz bbox=[178, 543, 222, 571]
buy-rate: 5$ 85 bbox=[1294, 809, 1320, 820]
article-paragraph: Por este tribunal e cartorio do escrivão Larangeira, correm editos de 8 dias a contar da segunda publicação d'este anuncio no «Diario do Governo» e no ultimo d'este, citando a sociedade dirigida José Antonio Moteiro, a fim de no prazo de mais 10 dias findo o dos editos, deduzir e por meio de defesa que tiver a apresentar a mesma acção que contra ela propõe o curador geral interino. bbox=[245, 1091, 465, 1190]
signature: Alberto Totta. bbox=[397, 473, 461, 485]
divider bbox=[1140, 545, 1374, 548]
ad-line: Exito sem rival nem precedentes! bbox=[32, 1003, 211, 1013]
bank-address: Rua Aurea, 56—60 bbox=[1213, 762, 1301, 773]
article-paragraph: Em conformidade do pedido feito por Eduardo França, actual proprietario do jazigo n.º 1917, são por este meio prevenidos os interessados, que findo o prazo de trinta dias contado da presente data, serão removidos os cadáveres de D. Maria da Gloria Vieira Lemos, em 14 de fevereiro de 1888 (chapa 3567); Antonio Augusto Teixeira de Lemos, em 7 de janeiro de 1899 (chapa 4889); David Augusto dos Santos, em 5 de maio de 1900 (chapa 4410), e João Pereira Costa Lima, em 5 de novembro de 1902 (chapa 3115). bbox=[245, 757, 465, 887]
divider bbox=[471, 431, 687, 432]
article-paragraph: Perante a comissão executiva do Conselho Nacional de Assistencia foi ontem resolvido, em face ao pedido, para a concessão de subsidios a diversas instituições de assistencia privada, legalmente constituidas e que não exercem a sua acção mediante a organisação de festas. bbox=[1383, 758, 1616, 823]
article-paragraph: Presidiu o sr. Vaz Guedes. Presentes 86 deputados. bbox=[1140, 205, 1374, 227]
ad-line: HOJE — Soirée ás horas 20 — HOJE bbox=[17, 63, 226, 75]
article-heading: Sem assistencia medica bbox=[949, 301, 1102, 315]
table-row bbox=[1140, 831, 1374, 842]
ad-line: Em ultimas exibições: bbox=[12, 115, 113, 125]
article-paragraph: Lisboa, 10 de fevereiro de 1920. bbox=[254, 891, 403, 902]
table-row bbox=[1140, 820, 1374, 831]
section-heading: PARLAMENTO bbox=[1213, 156, 1301, 169]
telegraph-column bbox=[1383, 152, 1616, 2049]
